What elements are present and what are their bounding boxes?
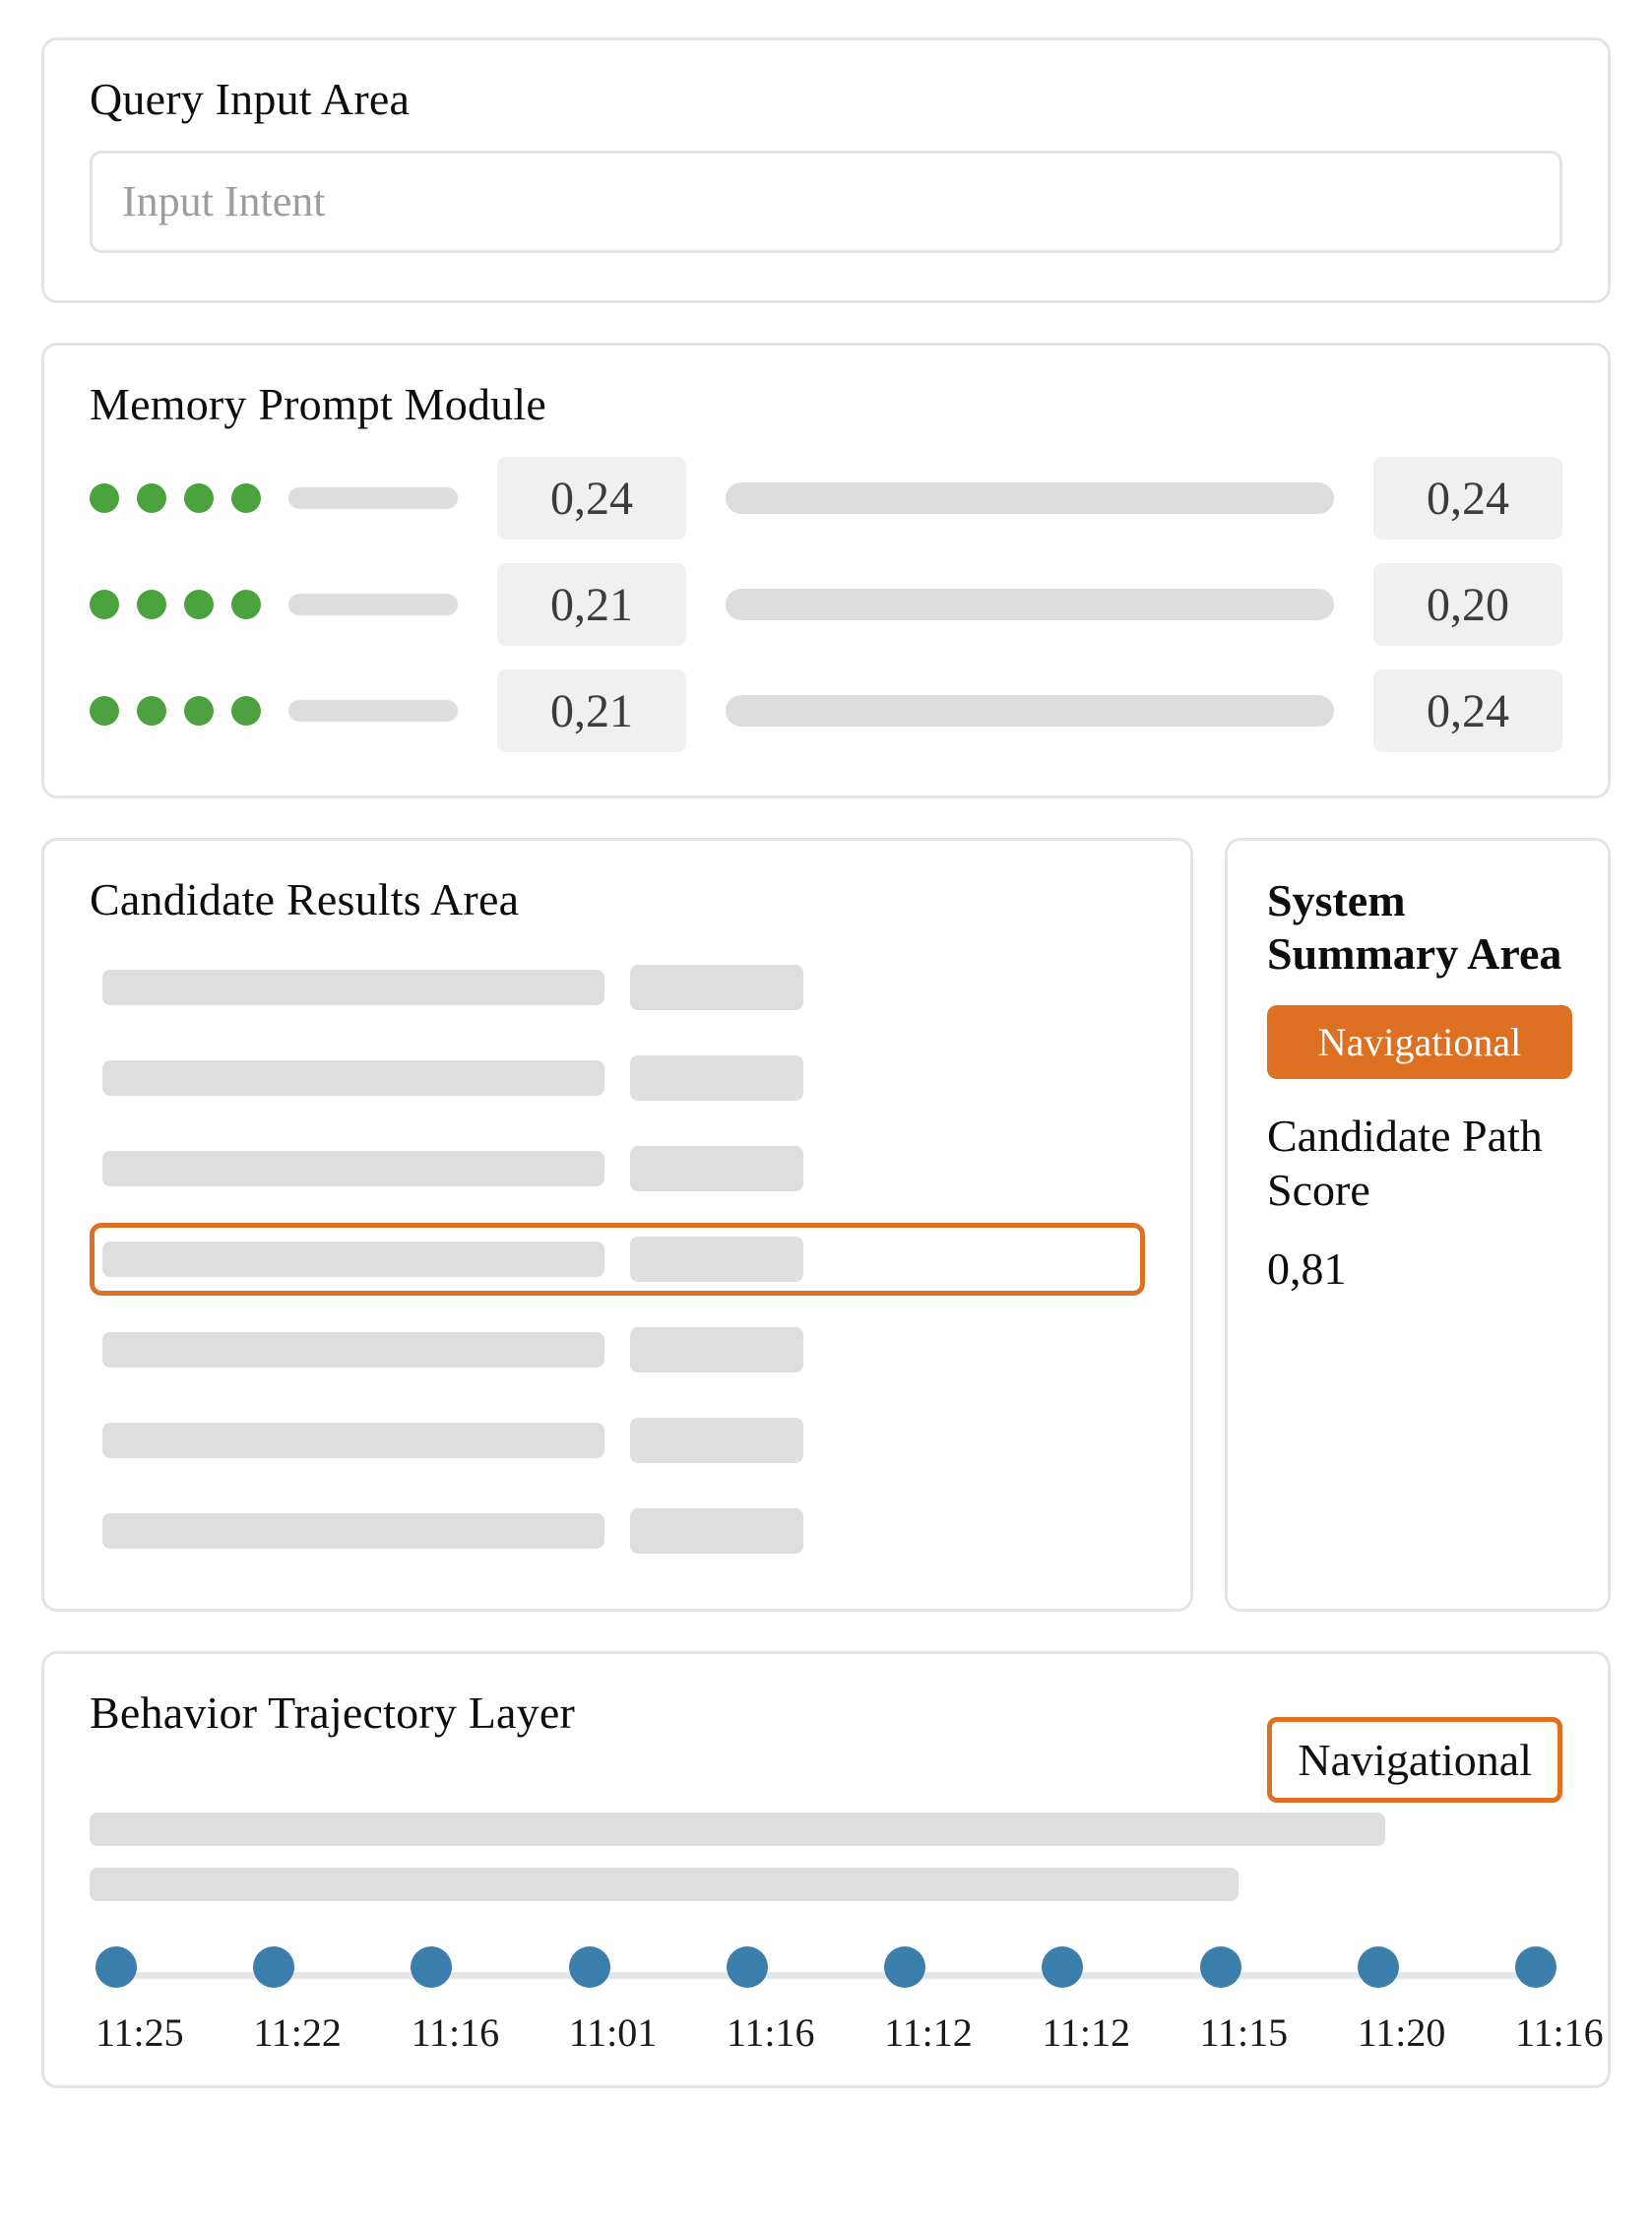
timeline-time-label: 11:22 — [253, 2009, 342, 2055]
memory-left-score: 0,21 — [497, 669, 686, 752]
result-title-placeholder — [102, 1513, 604, 1549]
result-title-placeholder — [102, 1151, 604, 1186]
candidate-result-row[interactable] — [90, 1495, 1145, 1567]
candidate-results-area-card — [41, 838, 1193, 1612]
trajectory-bars — [90, 1813, 1562, 1901]
memory-prompt-module-card — [41, 343, 1611, 799]
timeline-time-label: 11:25 — [95, 2009, 184, 2055]
timeline-event-dot-icon[interactable] — [1358, 1946, 1399, 1988]
memory-row[interactable] — [90, 563, 1562, 646]
memory-mini-bar — [288, 487, 458, 509]
candidate-result-row[interactable] — [90, 1132, 1145, 1205]
result-meta-placeholder — [630, 1418, 803, 1463]
query-input-area-card — [41, 37, 1611, 303]
timeline-event-dot-icon[interactable] — [253, 1946, 294, 1988]
behavior-timeline — [90, 1946, 1604, 2056]
candidate-path-score-label: Candidate Path Score — [1267, 1110, 1543, 1215]
memory-left-score: 0,21 — [497, 563, 686, 646]
timeline-time-label: 11:16 — [1514, 2009, 1604, 2055]
result-meta-placeholder — [630, 1237, 803, 1282]
timeline-event-dot-icon[interactable] — [95, 1946, 137, 1988]
strength-dot-icon — [90, 483, 119, 513]
behavior-trajectory-layer-card — [41, 1651, 1611, 2088]
strength-dot-icon — [90, 590, 119, 619]
intent-search-input[interactable] — [90, 151, 1562, 253]
strength-dot-icon — [137, 483, 166, 513]
memory-strength-dots — [90, 696, 283, 726]
timeline-time-label: 11:12 — [1042, 2009, 1130, 2055]
query-input-area-title: Query Input Area — [90, 74, 411, 124]
candidate-results-area-title: Candidate Results Area — [90, 874, 520, 925]
timeline-time-label: 11:20 — [1357, 2009, 1446, 2055]
result-title-placeholder — [102, 1241, 604, 1277]
trajectory-bar — [90, 1868, 1239, 1901]
result-title-placeholder — [102, 970, 604, 1005]
memory-wide-bar — [726, 589, 1334, 620]
memory-left-score: 0,24 — [497, 457, 686, 540]
result-meta-placeholder — [630, 1055, 803, 1101]
timeline-time-label: 11:15 — [1199, 2009, 1289, 2055]
candidate-result-row-selected[interactable] — [90, 1223, 1145, 1296]
candidate-result-row[interactable] — [90, 1404, 1145, 1477]
timeline-event-dot-icon[interactable] — [1200, 1946, 1241, 1988]
intent-badge-navigational[interactable]: Navigational — [1267, 1005, 1572, 1079]
result-title-placeholder — [102, 1060, 604, 1096]
strength-dot-icon — [231, 483, 261, 513]
memory-prompt-module-title: Memory Prompt Module — [90, 378, 546, 429]
intent-input-placeholder: Input Intent — [122, 177, 326, 226]
timeline-time-labels — [95, 2009, 1604, 2056]
memory-prompt-rows — [90, 457, 1562, 752]
strength-dot-icon — [184, 696, 214, 726]
strength-dot-icon — [137, 696, 166, 726]
strength-dot-icon — [231, 696, 261, 726]
result-meta-placeholder — [630, 1508, 803, 1554]
candidate-path-score-value: 0,81 — [1267, 1242, 1347, 1294]
strength-dot-icon — [90, 696, 119, 726]
middle-band — [41, 838, 1611, 1612]
result-meta-placeholder — [630, 965, 803, 1010]
result-meta-placeholder — [630, 1327, 803, 1372]
candidate-result-row[interactable] — [90, 1042, 1145, 1114]
timeline-event-dot-icon[interactable] — [1515, 1946, 1557, 1988]
memory-strength-dots — [90, 590, 283, 619]
memory-wide-bar — [726, 482, 1334, 514]
timeline-dots — [95, 1946, 1557, 1988]
timeline-event-dot-icon[interactable] — [1042, 1946, 1083, 1988]
timeline-time-label: 11:12 — [884, 2009, 973, 2055]
memory-row[interactable] — [90, 457, 1562, 540]
timeline-event-dot-icon[interactable] — [727, 1946, 768, 1988]
candidate-results-list — [90, 951, 1145, 1567]
memory-mini-bar — [288, 700, 458, 722]
trajectory-header — [90, 1687, 1562, 1803]
candidate-result-row[interactable] — [90, 951, 1145, 1024]
strength-dot-icon — [231, 590, 261, 619]
memory-wide-bar — [726, 695, 1334, 727]
strength-dot-icon — [184, 590, 214, 619]
system-summary-area-title: System Summary Area — [1267, 875, 1562, 980]
memory-right-score: 0,24 — [1373, 669, 1562, 752]
result-title-placeholder — [102, 1423, 604, 1458]
behavior-trajectory-layer-title: Behavior Trajectory Layer — [90, 1687, 575, 1738]
memory-row[interactable] — [90, 669, 1562, 752]
timeline-event-dot-icon[interactable] — [884, 1946, 925, 1988]
result-title-placeholder — [102, 1332, 604, 1368]
strength-dot-icon — [137, 590, 166, 619]
strength-dot-icon — [184, 483, 214, 513]
trajectory-intent-badge-navigational[interactable]: Navigational — [1267, 1717, 1562, 1803]
timeline-event-dot-icon[interactable] — [569, 1946, 610, 1988]
trajectory-bar — [90, 1813, 1385, 1846]
timeline-time-label: 11:16 — [726, 2009, 815, 2055]
memory-right-score: 0,24 — [1373, 457, 1562, 540]
memory-right-score: 0,20 — [1373, 563, 1562, 646]
system-summary-area-card — [1225, 838, 1611, 1612]
timeline-time-label: 11:01 — [568, 2009, 658, 2055]
timeline-time-label: 11:16 — [411, 2009, 500, 2055]
candidate-result-row[interactable] — [90, 1313, 1145, 1386]
memory-mini-bar — [288, 594, 458, 615]
result-meta-placeholder — [630, 1146, 803, 1191]
timeline-event-dot-icon[interactable] — [411, 1946, 452, 1988]
memory-strength-dots — [90, 483, 283, 513]
